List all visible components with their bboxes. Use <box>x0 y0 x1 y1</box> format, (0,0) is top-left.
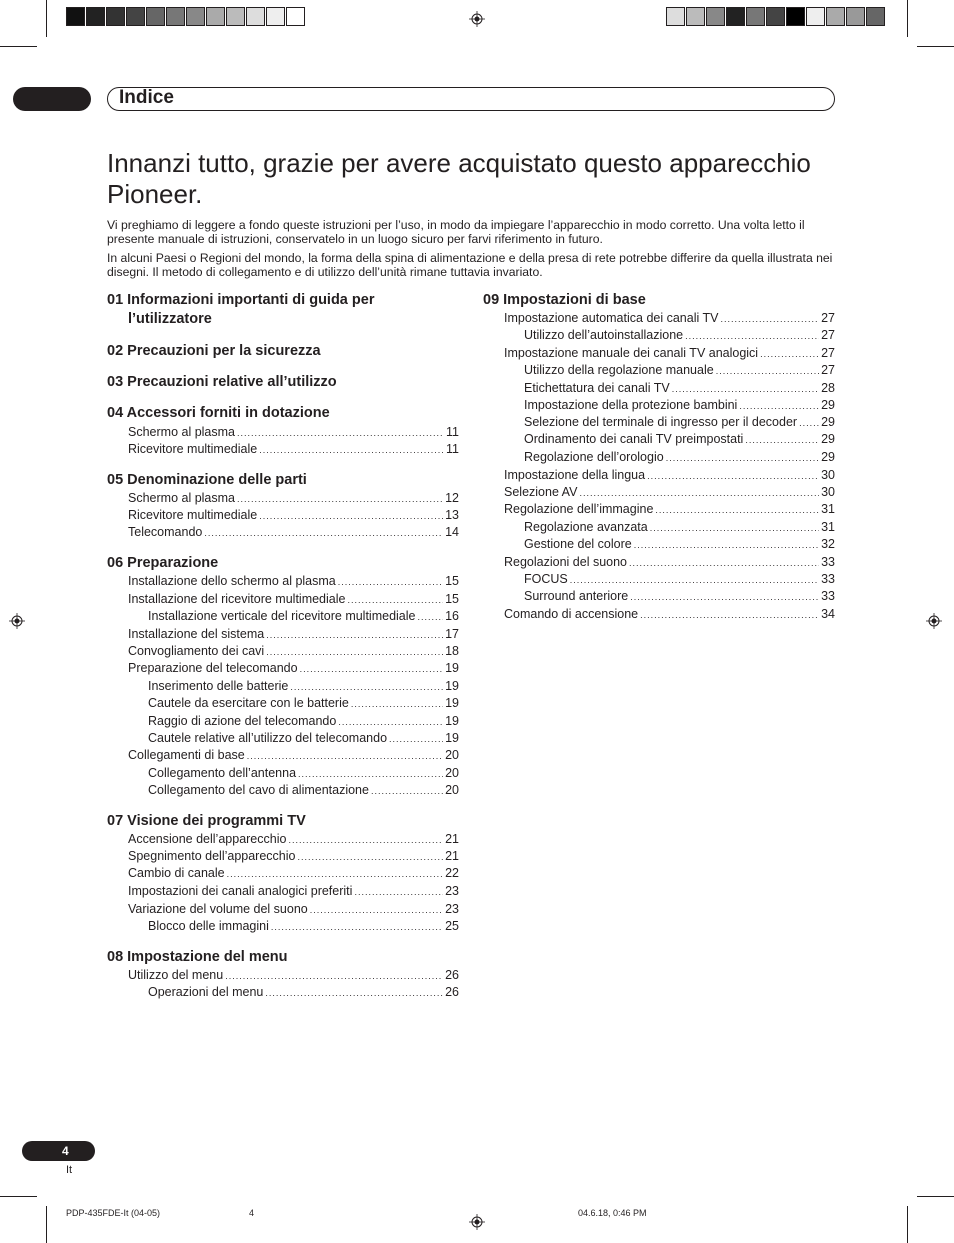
crop-mark <box>46 1206 47 1243</box>
toc-entry-label: Impostazioni dei canali analogici preferiti <box>128 884 353 898</box>
crop-mark <box>0 1196 37 1197</box>
toc-entry-label: Utilizzo dell’autoinstallazione <box>524 328 684 342</box>
toc-entry[interactable] <box>148 609 459 625</box>
toc-entry[interactable] <box>128 661 459 677</box>
toc-entry-page: 27 <box>821 328 835 342</box>
toc-entry-label: FOCUS <box>524 572 568 586</box>
toc-entry-page: 23 <box>445 902 459 916</box>
toc-entry-label: Regolazione avanzata <box>524 520 648 534</box>
toc-entry[interactable] <box>128 525 459 541</box>
toc-entry-page: 15 <box>445 592 459 606</box>
toc-entry-label: Cautele relative all’utilizzo del telecomando <box>148 731 388 745</box>
toc-entry[interactable] <box>524 589 835 605</box>
toc-entry-label: Variazione del volume del suono <box>128 902 308 916</box>
toc-entry-page: 19 <box>445 731 459 745</box>
toc-entry[interactable] <box>148 696 459 712</box>
toc-entry[interactable] <box>504 346 835 362</box>
toc-entry-label: Convogliamento dei cavi <box>128 644 265 658</box>
toc-entry-page: 30 <box>821 468 835 482</box>
toc-entry[interactable] <box>128 491 459 507</box>
toc-entry[interactable] <box>524 328 835 344</box>
toc-entry-label: Regolazioni del suono <box>504 555 628 569</box>
toc-entry[interactable] <box>128 832 459 848</box>
toc-entry[interactable] <box>148 714 459 730</box>
toc-entry-page: 15 <box>445 574 459 588</box>
toc-entry-page: 29 <box>821 450 835 464</box>
toc-section-heading[interactable]: 09 Impostazioni di base <box>483 292 646 308</box>
toc-entry[interactable] <box>524 363 835 379</box>
toc-entry[interactable] <box>524 398 835 414</box>
toc-entry-label: Impostazione della lingua <box>504 468 646 482</box>
toc-entry[interactable] <box>128 884 459 900</box>
toc-entry[interactable] <box>504 607 835 623</box>
toc-entry-page: 32 <box>821 537 835 551</box>
toc-entry[interactable] <box>148 766 459 782</box>
crop-mark <box>907 1206 908 1243</box>
toc-entry[interactable] <box>148 919 459 935</box>
toc-entry-page: 31 <box>821 520 835 534</box>
chapter-tab <box>13 87 91 111</box>
toc-entry-page: 23 <box>445 884 459 898</box>
toc-section-heading[interactable]: l’utilizzatore <box>128 311 212 327</box>
main-heading: Innanzi tutto, grazie per avere acquistato questo apparecchio Pioneer. <box>107 148 811 209</box>
toc-entry[interactable] <box>128 644 459 660</box>
toc-entry[interactable] <box>524 520 835 536</box>
toc-entry-label: Collegamento del cavo di alimentazione <box>148 783 369 797</box>
toc-entry-label: Utilizzo della regolazione manuale <box>524 363 714 377</box>
toc-entry[interactable] <box>524 432 835 448</box>
toc-entry[interactable] <box>504 502 835 518</box>
toc-entry-label: Telecomando <box>128 525 203 539</box>
toc-entry-label: Cautele da esercitare con le batterie <box>148 696 349 710</box>
footer-date: 04.6.18, 0:46 PM <box>578 1208 647 1218</box>
toc-entry-page: 33 <box>821 555 835 569</box>
toc-entry-page: 22 <box>445 866 459 880</box>
toc-entry-page: 29 <box>821 398 835 412</box>
page-number-tab <box>22 1141 95 1161</box>
toc-entry[interactable] <box>148 985 459 1001</box>
toc-entry-page: 19 <box>445 696 459 710</box>
toc-section-heading[interactable]: 05 Denominazione delle parti <box>107 472 307 488</box>
toc-entry-label: Installazione del sistema <box>128 627 265 641</box>
toc-entry-page: 29 <box>821 432 835 446</box>
toc-entry[interactable] <box>128 748 459 764</box>
toc-entry-label: Collegamento dell’antenna <box>148 766 297 780</box>
toc-entry-page: 17 <box>445 627 459 641</box>
toc-entry-page: 33 <box>821 589 835 603</box>
toc-section-heading[interactable]: 07 Visione dei programmi TV <box>107 813 306 829</box>
toc-entry[interactable] <box>148 731 459 747</box>
footer-page: 4 <box>249 1208 255 1218</box>
toc-entry-label: Collegamenti di base <box>128 748 245 762</box>
toc-entry-label: Cambio di canale <box>128 866 225 880</box>
toc-entry-page: 11 <box>446 442 459 456</box>
registration-mark-icon <box>469 11 485 27</box>
language-code: It <box>66 1164 73 1176</box>
toc-entry-label: Schermo al plasma <box>128 425 235 439</box>
toc-entry-page: 26 <box>445 968 459 982</box>
toc-entry[interactable] <box>504 311 835 327</box>
toc-entry-page: 14 <box>445 525 459 539</box>
toc-entry-label: Inserimento delle batterie <box>148 679 289 693</box>
toc-entry-page: 20 <box>445 748 459 762</box>
toc-entry-label: Ricevitore multimediale <box>128 442 258 456</box>
toc-entry[interactable] <box>128 425 459 441</box>
toc-entry-page: 20 <box>445 783 459 797</box>
grayscale-swatches-left <box>66 7 306 26</box>
toc-entry-label: Surround anteriore <box>524 589 629 603</box>
toc-entry-page: 19 <box>445 679 459 693</box>
toc-section-heading[interactable]: 01 Informazioni importanti di guida per <box>107 292 375 308</box>
toc-entry[interactable] <box>524 450 835 466</box>
toc-entry-label: Preparazione del telecomando <box>128 661 298 675</box>
toc-entry-label: Comando di accensione <box>504 607 639 621</box>
toc-entry-page: 25 <box>445 919 459 933</box>
toc-entry[interactable] <box>148 679 459 695</box>
footer-file-id: PDP-435FDE-It (04-05) <box>66 1208 161 1218</box>
toc-entry-page: 27 <box>821 311 835 325</box>
toc-entry[interactable] <box>504 555 835 571</box>
registration-mark-icon <box>469 1214 485 1230</box>
toc-entry-page: 30 <box>821 485 835 499</box>
toc-section-heading[interactable]: 06 Preparazione <box>107 555 219 571</box>
toc-entry-label: Etichettatura dei canali TV <box>524 381 670 395</box>
toc-entry[interactable] <box>504 485 835 501</box>
toc-entry-page: 20 <box>445 766 459 780</box>
registration-mark-icon <box>9 613 25 629</box>
toc-section-heading[interactable]: 03 Precauzioni relative all’utilizzo <box>107 374 337 390</box>
toc-entry-page: 26 <box>445 985 459 999</box>
toc-entry-page: 29 <box>821 415 835 429</box>
toc-entry-page: 13 <box>445 508 459 522</box>
toc-entry-page: 31 <box>821 502 835 516</box>
toc-entry-label: Regolazione dell’immagine <box>504 502 654 516</box>
grayscale-swatches-right <box>666 7 886 26</box>
toc-entry-label: Selezione del terminale di ingresso per il decoder <box>524 415 798 429</box>
registration-mark-icon <box>926 613 942 629</box>
toc-entry-label: Impostazione manuale dei canali TV analogici <box>504 346 759 360</box>
toc-entry[interactable] <box>524 415 835 431</box>
toc-entry-page: 16 <box>445 609 459 623</box>
toc-entry-label: Schermo al plasma <box>128 491 235 505</box>
toc-entry-label: Gestione del colore <box>524 537 632 551</box>
toc-entry[interactable] <box>128 592 459 608</box>
toc-section-heading[interactable]: 02 Precauzioni per la sicurezza <box>107 343 321 359</box>
toc-section-heading[interactable]: 04 Accessori forniti in dotazione <box>107 405 330 421</box>
toc-entry-label: Impostazione della protezione bambini <box>524 398 738 412</box>
toc-entry-page: 27 <box>821 346 835 360</box>
toc-entry[interactable] <box>128 442 459 458</box>
toc-entry-label: Selezione AV <box>504 485 578 499</box>
toc-entry-page: 19 <box>445 661 459 675</box>
toc-entry-page: 12 <box>445 491 459 505</box>
toc-entry[interactable] <box>128 849 459 865</box>
toc-entry-page: 28 <box>821 381 835 395</box>
toc-entry-page: 34 <box>821 607 835 621</box>
toc-entry-label: Installazione verticale del ricevitore multimediale <box>148 609 416 623</box>
toc-entry[interactable] <box>504 468 835 484</box>
toc-entry-page: 33 <box>821 572 835 586</box>
toc-entry[interactable] <box>128 968 459 984</box>
toc-entry-page: 21 <box>445 849 459 863</box>
crop-mark <box>907 0 908 37</box>
toc-entry[interactable] <box>128 866 459 882</box>
toc-entry[interactable] <box>128 902 459 918</box>
page-title: Indice <box>119 87 174 108</box>
toc-entry-label: Utilizzo del menu <box>128 968 224 982</box>
toc-entry-label: Impostazione automatica dei canali TV <box>504 311 719 325</box>
toc-entry-label: Installazione dello schermo al plasma <box>128 574 336 588</box>
toc-entry-label: Ordinamento dei canali TV preimpostati <box>524 432 744 446</box>
toc-entry-label: Regolazione dell’orologio <box>524 450 664 464</box>
toc-entry-page: 19 <box>445 714 459 728</box>
toc-entry[interactable] <box>128 508 459 524</box>
toc-entry[interactable] <box>148 783 459 799</box>
toc-entry-page: 11 <box>446 425 459 439</box>
toc-entry-label: Blocco delle immagini <box>148 919 269 933</box>
toc-entry-label: Operazioni del menu <box>148 985 264 999</box>
crop-mark <box>917 1196 954 1197</box>
toc-entry[interactable] <box>524 381 835 397</box>
intro-paragraph: In alcuni Paesi o Regioni del mondo, la forma della spina di alimentazione e della presa di rete potrebbe differire da quella illustrata nei disegni. Il metodo di collegamento e di utilizzo dell’unità rimane tuttavia invariato. <box>107 251 833 279</box>
crop-mark <box>917 46 954 47</box>
toc-entry-page: 27 <box>821 363 835 377</box>
toc-section-heading[interactable]: 08 Impostazione del menu <box>107 949 288 965</box>
toc-entry-label: Installazione del ricevitore multimediale <box>128 592 346 606</box>
toc-entry[interactable] <box>128 627 459 643</box>
toc-entry-label: Accensione dell’apparecchio <box>128 832 287 846</box>
toc-entry-label: Raggio di azione del telecomando <box>148 714 337 728</box>
toc-entry-label: Spegnimento dell’apparecchio <box>128 849 296 863</box>
intro-paragraph: Vi preghiamo di leggere a fondo queste istruzioni per l’uso, in modo da impiegare l’apparecchio in modo corretto. Una volta letto il presente manuale di istruzioni, conservatelo in un luogo sicuro per farvi riferimento in futuro. <box>107 218 805 246</box>
toc-entry-label: Ricevitore multimediale <box>128 508 258 522</box>
toc-entry[interactable] <box>524 537 835 553</box>
toc-entry[interactable] <box>524 572 835 588</box>
crop-mark <box>46 0 47 37</box>
page-number: 4 <box>62 1144 69 1158</box>
header-bar <box>107 87 835 111</box>
toc-entry-page: 18 <box>445 644 459 658</box>
toc-entry-page: 21 <box>445 832 459 846</box>
crop-mark <box>0 46 37 47</box>
toc-entry[interactable] <box>128 574 459 590</box>
